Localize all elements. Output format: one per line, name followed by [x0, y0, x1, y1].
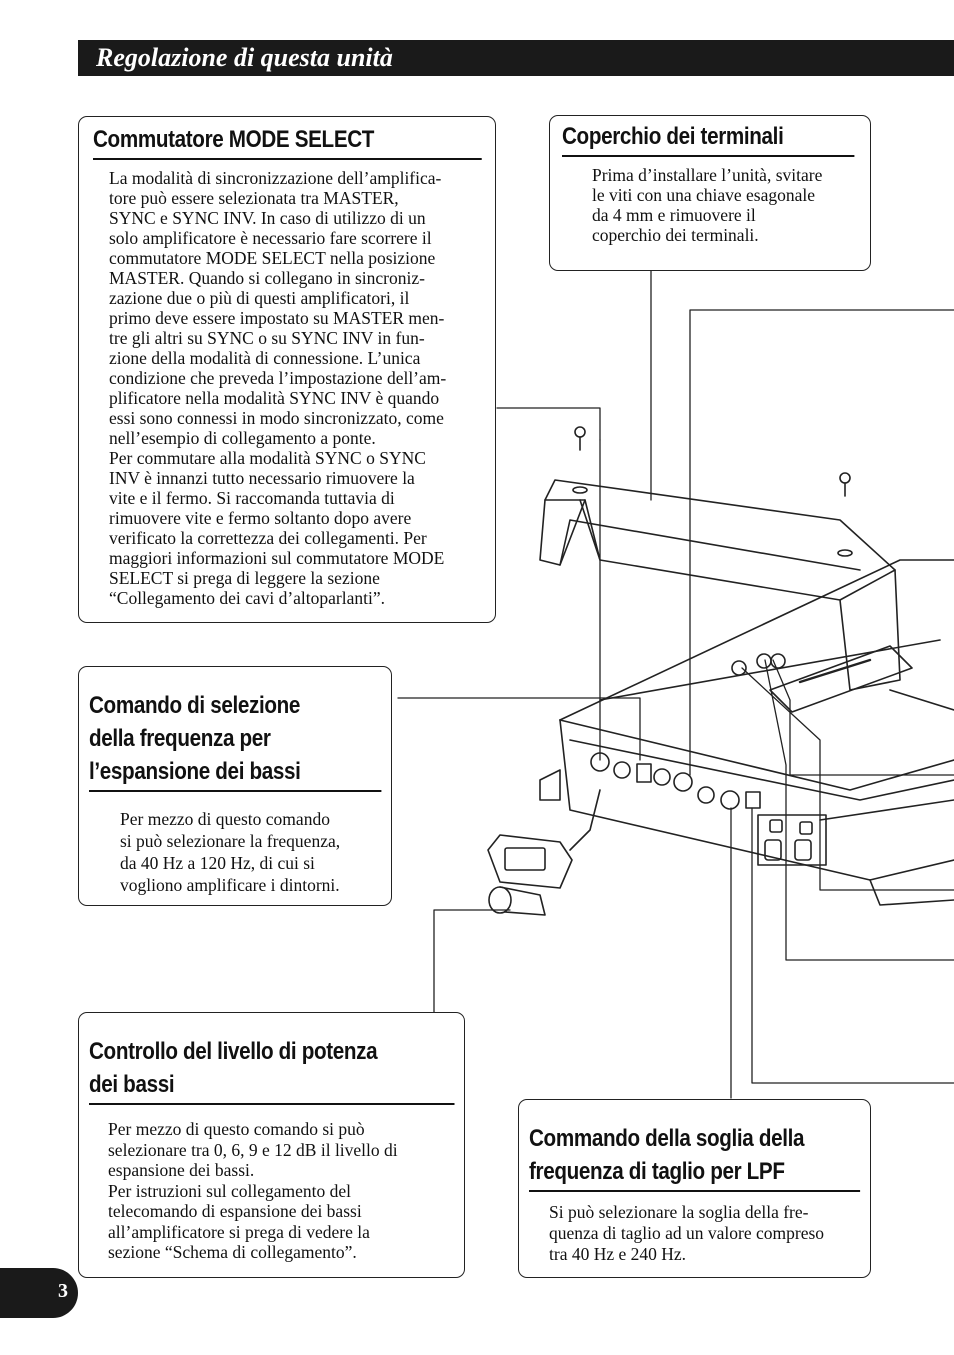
mode-select-text: La modalità di sincronizzazione dell’amplifica- tore può essere selezionata tra MASTER, SYNC e SYNC INV. In caso di utilizzo di un solo amplificatore è necessario fare scorrere il commutatore MODE SELECT nella posizione MASTER. Quando si collegano in sincroniz- zazione due o più di questi amplificatori, il primo deve essere impostato su MASTER men- tre gli altri su SYNC o su SYNC INV in fun- zione della modalità di connessione. L’unica condizione che preveda l’impostazione dell’am- plificatore nella modalità SYNC INV è quando essi sono connessi in modo sincronizzato, come nell’esempio di collegamento a ponte. Per commutare alla modalità SYNC o SYNC INV è innanzi tutto necessario rimuovere la vite e il fermo. Si raccomanda tuttavia di rimuovere vite e fermo soltanto dopo avere verificato la correttezza dei collegamenti. Per maggiori informazioni sul commutatore MODE SELECT si prega di leggere la sezione “Collegamento dei cavi d’altoparlanti”.	[109, 168, 447, 608]
bass-boost-level-title: Controllo del livello di potenza dei bassi	[89, 1035, 455, 1105]
terminal-cover-text: Prima d’installare l’unità, svitare le viti con una chiave esagonale da 4 mm e rimuovere il coperchio dei terminali.	[592, 165, 823, 245]
bass-boost-frequency-box	[78, 666, 392, 906]
screws	[575, 427, 850, 496]
bass-boost-frequency-title: Comando di selezione della frequenza per l’espansione dei bassi	[89, 689, 381, 792]
lpf-cutoff-text: Si può selezionare la soglia della fre- quenza di taglio ad un valore compreso tra 40 Hz e 240 Hz.	[549, 1202, 825, 1264]
page-title: Regolazione di questa unità	[96, 43, 393, 72]
bass-boost-frequency-text: Per mezzo di questo comando si può selezionare la frequenza, da 40 Hz a 120 Hz, di cui si vogliono amplificare i dintorni.	[120, 809, 341, 895]
terminal-cover-box	[549, 115, 871, 271]
amplifier-body	[540, 560, 954, 905]
bass-boost-level-text: Per mezzo di questo comando si può selezionare tra 0, 6, 9 e 12 dB il livello di espansione dei bassi. Per istruzioni sul collegamento del telecomando di espansione dei bassi all’amplificatore si prega di vedere la sezione “Schema di collegamento”.	[108, 1119, 398, 1262]
bass-remote-controller	[488, 790, 600, 915]
lpf-cutoff-box	[518, 1099, 871, 1278]
lpf-cutoff-title: Commando della soglia della frequenza di taglio per LPF	[529, 1122, 860, 1192]
mode-select-box	[78, 116, 496, 623]
mode-select-title: Commutatore MODE SELECT	[93, 123, 482, 160]
terminal-cover-title: Coperchio dei terminali	[562, 120, 854, 157]
bass-boost-level-box	[78, 1012, 465, 1278]
page-number: 3	[58, 1280, 68, 1302]
